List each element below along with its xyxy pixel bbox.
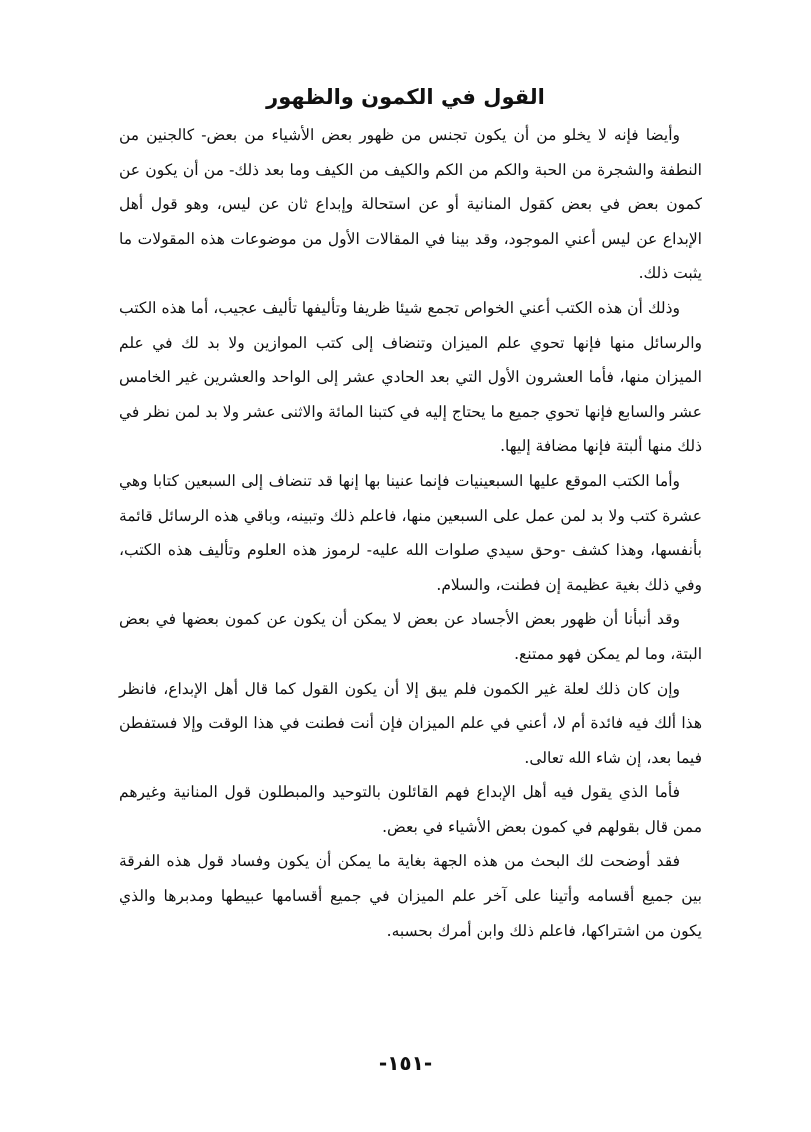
page-number: -١٥١- xyxy=(378,1051,433,1075)
paragraph: وذلك أن هذه الكتب أعني الخواص تجمع شيئا ظريفا وتأليفها تأليف عجيب، أما هذه الكتب والرسائل منها فإنها تحوي علم الميزان وتنضاف إلى كتب الموازين ولا بد لك في علم الميزان منها، فأما العشرون الأول التي بعد الحادي عشر إلى الواحد والعشرين غير الخامس عشر والسابع فإنها تحوي جميع ما يحتاج إليه في كتبنا المائة والاثنى عشر ولا بد لمن نظر في ذلك منها ألبتة فإنها مضافة إليها. xyxy=(119,298,702,456)
paragraph: وإن كان ذلك لعلة غير الكمون فلم يبق إلا أن يكون القول كما قال أهل الإبداع، فانظر هذا ألك فيه فائدة أم لا، أعني في علم الميزان فإن أنت فطنت في هذا الوقت وإلا فستفطن فيما بعد، إن شاء الله تعالى. xyxy=(119,679,702,767)
paragraph: فقد أوضحت لك البحث من هذه الجهة بغاية ما يمكن أن يكون وفساد قول هذه الفرقة بين جميع أقسامه وأتينا على آخر علم الميزان في جميع أقسامها عبيطها ومدبرها والذي يكون من اشتراكها، فاعلم ذلك وابن أمرك بحسبه. xyxy=(119,852,702,940)
body-text xyxy=(119,118,702,948)
paragraph: وقد أنبأنا أن ظهور بعض الأجساد عن بعض لا يمكن أن يكون عن كمون بعضها في بعض البتة، وما لم يمكن فهو ممتنع. xyxy=(119,610,702,663)
paragraph: وأيضا فإنه لا يخلو من أن يكون تجنس من ظهور بعض الأشياء من بعض- كالجنين من النطفة والشجرة من الحبة والكم من الكم والكيف من الكيف وما بعد ذلك- من أن يكون عن كمون بعض في بعض كقول المنانية أو عن استحالة وإبداع ثان عن ليس، وهو قول أهل الإبداع عن ليس أعني الموجود، وقد بينا في المقالات الأول من موضوعات هذه المقولات ما يثبت ذلك. xyxy=(119,126,702,283)
page-title: القول في الكمون والظهور xyxy=(266,85,545,109)
paragraph: وأما الكتب الموقع عليها السبعينيات فإنما عنينا بها إنها قد تنضاف إلى السبعين كتابا وهي عشرة كتب ولا بد لمن عمل على السبعين منها، فاعلم ذلك وتبينه، وباقي هذه الرسائل قائمة بأنفسها، وهذا كشف -وحق سيدي صلوات الله عليه- لرموز هذه العلوم وتأليف هذه الكتب، وفي ذلك بغية عظيمة إن فطنت، والسلام. xyxy=(119,471,702,594)
paragraph: فأما الذي يقول فيه أهل الإبداع فهم القائلون بالتوحيد والمبطلون قول المنانية وغيرهم ممن قال بقولهم في كمون بعض الأشياء في بعض. xyxy=(119,783,702,836)
